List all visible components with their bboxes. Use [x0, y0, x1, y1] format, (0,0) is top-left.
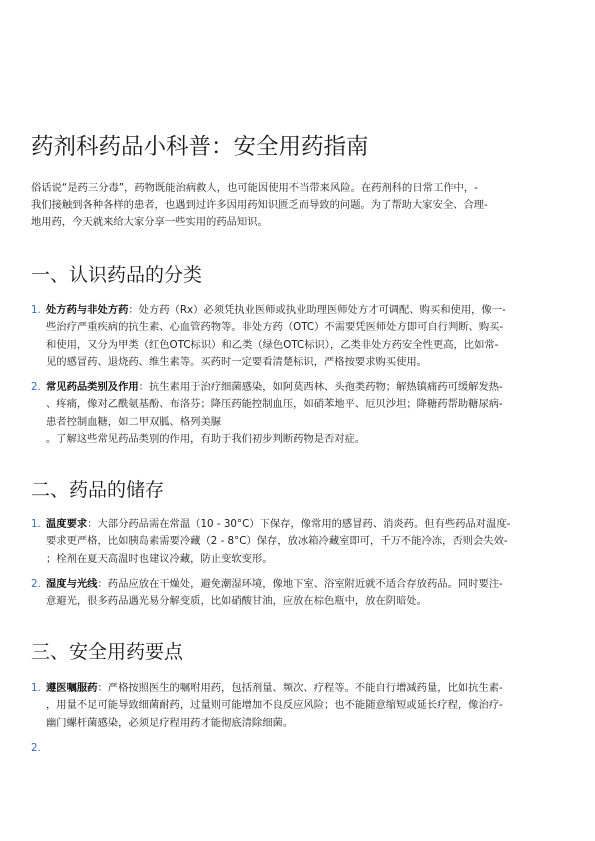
section-heading-classification: 一、认识药品的分类: [31, 264, 203, 286]
list-item-text: [46, 516, 579, 568]
list-number: 1.: [31, 518, 41, 530]
list-item-line: ：严格按照医生的嘱咐用药，包括剂量、频次、疗程等。不能自行增减药量，比如抗生素-: [97, 682, 503, 694]
list-item-text: [46, 302, 579, 372]
list-item-bold-term: 处方药与非处方药: [46, 304, 129, 316]
list-item-line: 和使用，又分为甲类（红色OTC标识）和乙类（绿色OTC标识），乙类非处方药安全性更高，比如常-: [46, 338, 499, 351]
intro-line: 我们接触到各种各样的患者，也遇到过许多因用药知识匮乏而导致的问题。为了帮助大家安全、合理-: [31, 199, 488, 211]
list-item-line: 。了解这些常见药品类别的作用，有助于我们初步判断药物是否对症。: [46, 433, 366, 446]
list-item-line: 幽门螺杆菌感染，必须足疗程用药才能彻底清除细菌。: [46, 716, 294, 729]
page-title: 药剂科药品小科普：安全用药指南: [31, 134, 369, 160]
list-item-text: [46, 680, 579, 732]
list-item-bold-term: 温度要求: [46, 518, 88, 530]
list-number: 1.: [31, 304, 41, 316]
list-number: 2.: [31, 578, 41, 590]
list-item-line: ，用量不足可能导致细菌耐药，过量则可能增加不良反应风险；也不能随意缩短或延长疗程，像治疗-: [46, 699, 503, 712]
intro-paragraph: [31, 180, 566, 231]
list-number: 2.: [31, 381, 41, 393]
list-item-bold-term: 常见药品类别及作用: [46, 381, 139, 393]
list-item-line: ：处方药（Rx）必须凭执业医师或执业助理医师处方才可调配、购买和使用，像一-: [128, 304, 506, 316]
list-item-line: ：药品应放在干燥处，避免潮湿环境，像地下室、浴室附近就不适合存放药品。同时要注-: [97, 578, 503, 590]
list-item-bold-term: 湿度与光线: [46, 578, 98, 590]
list-item-bold-term: 遵医嘱服药: [46, 682, 98, 694]
list-item-text: [46, 576, 579, 611]
list-item-line: 患者控制血糖，如二甲双胍、格列美脲: [46, 415, 222, 428]
list-item-line: 些治疗严重疾病的抗生素、心血管药物等。非处方药（OTC）不需要凭医师处方即可自行判断、购买-: [46, 321, 504, 334]
intro-line: 地用药，今天就来给大家分享一些实用的药品知识。: [31, 216, 268, 228]
list-number: 1.: [31, 682, 41, 694]
list-item-line: ；栓剂在夏天高温时也建议冷藏，防止变软变形。: [46, 552, 273, 565]
list-number: 2.: [31, 742, 41, 754]
list-item-line: 、疼痛，像对乙酰氨基酚、布洛芬；降压药能控制血压，如硝苯地平、厄贝沙坦；降糖药帮助糖尿病-: [46, 398, 503, 411]
list-item-text: [46, 379, 579, 449]
section-heading-storage: 二、药品的储存: [31, 479, 165, 501]
intro-line: 俗话说“是药三分毒”，药物既能治病救人，也可能因使用不当带来风险。在药剂科的日常工作中，-: [31, 182, 478, 194]
list-item-line: ：抗生素用于治疗细菌感染，如阿莫西林、头孢类药物；解热镇痛药可缓解发热-: [138, 381, 503, 393]
section-heading-safe-use: 三、安全用药要点: [31, 641, 184, 663]
list-item-line: 见的感冒药、退烧药、维生素等。买药时一定要看清楚标识，严格按要求购买使用。: [46, 356, 427, 369]
list-item-line: 意避光，很多药品遇光易分解变质，比如硝酸甘油，应放在棕色瓶中，放在阴暗处。: [46, 595, 427, 608]
list-item-line: 要求更严格，比如胰岛素需要冷藏（2 - 8°C）保存，放冰箱冷藏室即可，千万不能冷冻，否则会失效-: [46, 535, 508, 548]
list-item-line: ：大部分药品需在常温（10 - 30°C）下保存，像常用的感冒药、消炎药。但有些药品对温度-: [87, 518, 511, 530]
